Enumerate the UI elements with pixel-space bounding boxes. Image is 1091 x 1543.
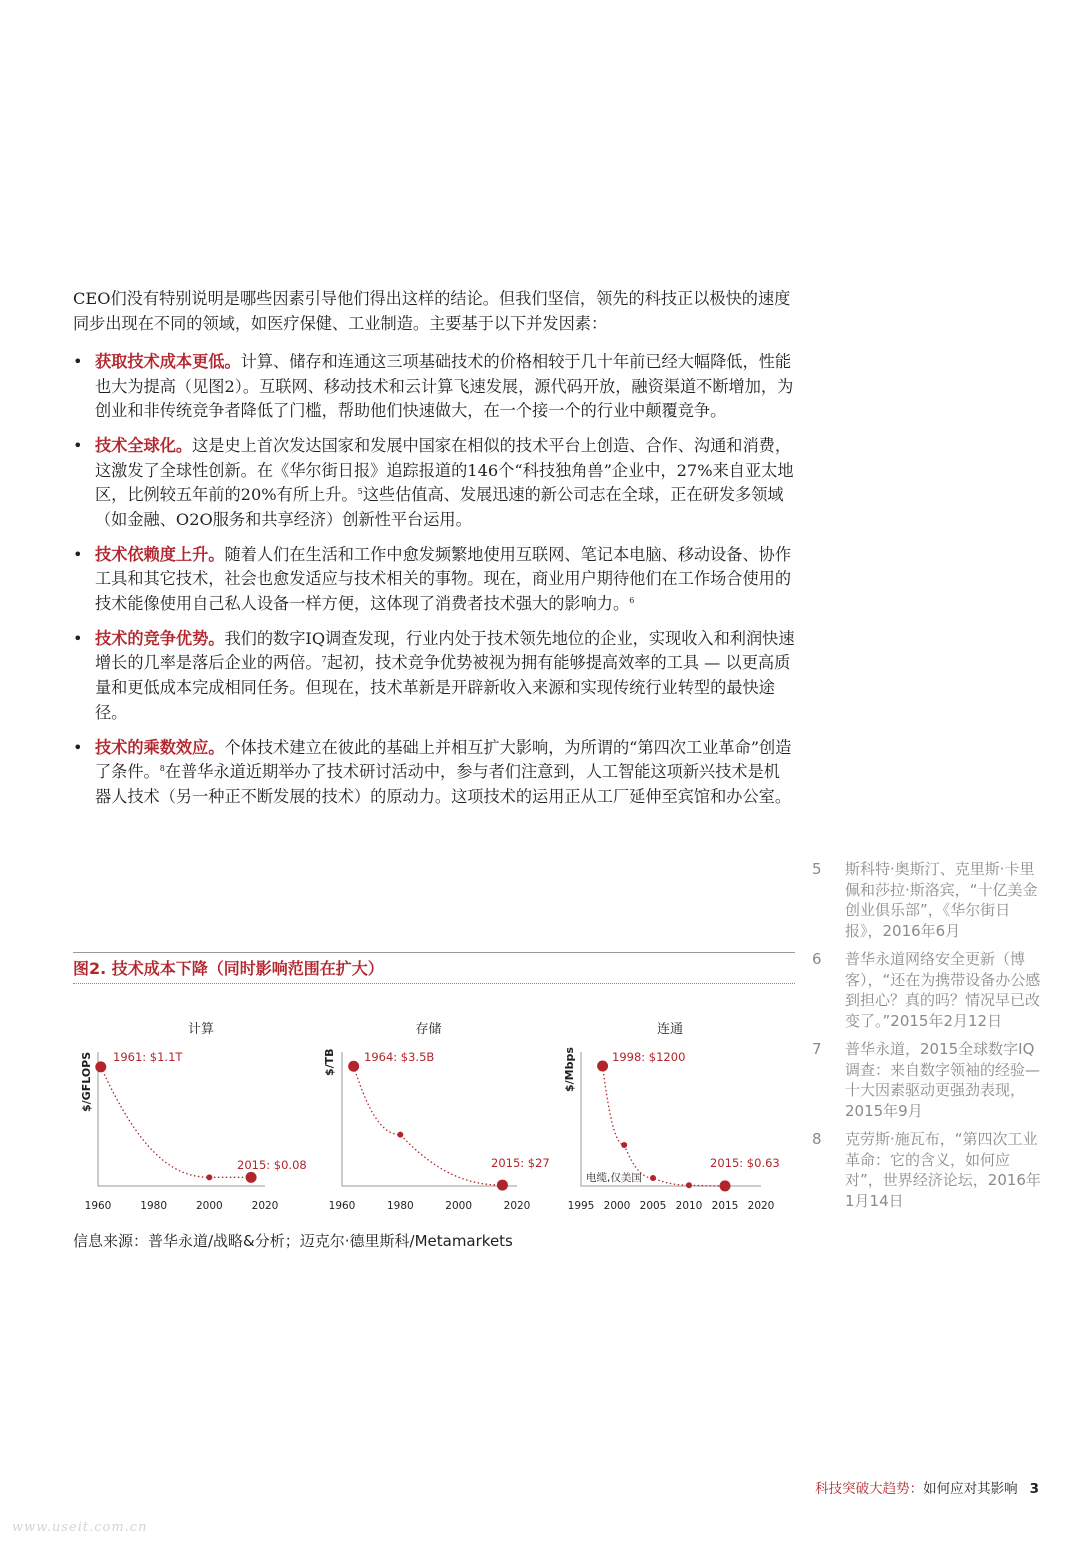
- item-text-continued: 这些估值高、发展迅速的新公司志在全球，正在研发多领域（如金融、O2O服务和共享经济）创新性平台运用。: [95, 485, 784, 529]
- x-tick-label: 2020: [251, 1200, 279, 1212]
- footnote-text: 普华永道，2015全球数字IQ调查：来自数字领袖的经验—十大因素驱动更强劲表现，2015年9月: [845, 1040, 1041, 1120]
- x-tick-label: 2000: [195, 1200, 223, 1212]
- item-text: 随着人们在生活和工作中愈发频繁地使用互联网、笔记本电脑、移动设备、协作工具和其它技术，社会也愈发适应与技术相关的事物。现在，商业用户期待他们在工作场合使用的技术能像使用自己私人设备一样方便，这体现了消费者技术强大的影响力。: [95, 544, 792, 613]
- footnote-number: 6: [812, 950, 822, 968]
- footnote-ref[interactable]: 6: [629, 595, 635, 605]
- list-item: [73, 350, 795, 424]
- chart-connectivity: [559, 1018, 791, 1218]
- footnote: [812, 859, 1044, 941]
- bullet-icon: •: [73, 436, 83, 456]
- x-tick-label: 2000: [445, 1200, 473, 1212]
- data-point: [621, 1142, 627, 1148]
- list-item: [73, 434, 795, 532]
- chart-title: 连通: [656, 1022, 683, 1037]
- x-tick-label: 2015: [711, 1200, 739, 1212]
- x-tick-label: 2020: [747, 1200, 775, 1212]
- end-data-label: 2015: $0.08: [237, 1158, 307, 1172]
- figure-dotted-rule: [73, 983, 795, 984]
- item-text-continued: 在普华永道近期举办了技术研讨活动中，参与者们注意到，人工智能这项新兴技术是机器人技术（另一种正不断发展的技术）的原动力。这项技术的运用正从工厂延伸至宾馆和办公室。: [95, 762, 792, 806]
- item-text: 这是史上首次发达国家和发展中国家在相似的技术平台上创造、合作、沟通和消费，这激发了全球性创新。在《华尔街日报》追踪报道的146个“科技独角兽”企业中，27%来自亚太地区，比例较五年前的20%有所上升。: [95, 436, 794, 505]
- series-line: [603, 1066, 725, 1186]
- y-axis-label: $/GFLOPS: [80, 1051, 93, 1112]
- footnote: [812, 1129, 1044, 1211]
- data-point: [246, 1172, 257, 1183]
- data-point: [497, 1180, 508, 1191]
- data-note: 电缆,仅美国: [586, 1172, 642, 1184]
- item-heading: 技术的乘数效应。: [95, 737, 225, 757]
- footer-subtitle: 如何应对其影响: [923, 1481, 1018, 1497]
- list-item: [73, 736, 795, 810]
- intro-paragraph: CEO们没有特别说明是哪些因素引导他们得出这样的结论。但我们坚信，领先的科技正以极快的速度同步出现在不同的领域，如医疗保健、工业制造。主要基于以下并发因素：: [73, 289, 791, 333]
- data-point: [206, 1174, 212, 1180]
- footnote-text: 斯科特·奥斯汀、克里斯·卡里佩和莎拉·斯洛宾，“十亿美金创业俱乐部”，《华尔街日报》，2016年6月: [845, 860, 1038, 940]
- chart-plot: [75, 1018, 307, 1218]
- series-line: [101, 1067, 251, 1178]
- y-axis-label: $/TB: [323, 1048, 336, 1076]
- y-axis-label: $/Mbps: [563, 1047, 576, 1092]
- list-item: [73, 543, 795, 617]
- x-tick-label: 1980: [386, 1200, 414, 1212]
- footnote-number: 8: [812, 1130, 822, 1148]
- item-heading: 获取技术成本更低。: [95, 352, 241, 371]
- data-point: [650, 1175, 656, 1181]
- series-line: [354, 1066, 503, 1185]
- chart-plot: [321, 1018, 553, 1218]
- data-point: [95, 1061, 106, 1072]
- footnote: [812, 1039, 1044, 1121]
- watermark: www.useit.com.cn: [12, 1520, 148, 1535]
- item-heading: 技术的竞争优势。: [95, 628, 225, 648]
- data-point: [686, 1182, 692, 1188]
- footnote-number: 5: [812, 860, 822, 878]
- item-text: 我们的数字IQ调查发现，行业内处于技术领先地位的企业，实现收入和利润快速增长的几率是落后企业的两倍。: [95, 628, 795, 673]
- data-point: [597, 1061, 608, 1072]
- end-data-label: 2015: $0.63: [710, 1156, 780, 1170]
- footnote-text: 普华永道网络安全更新（博客），“还在为携带设备办公感到担心？真的吗？情况早已改变了。”2015年2月12日: [845, 950, 1041, 1030]
- x-tick-label: 1960: [328, 1200, 356, 1212]
- x-tick-label: 1960: [84, 1200, 112, 1212]
- start-data-label: 1961: $1.1T: [113, 1050, 183, 1064]
- x-tick-label: 1995: [567, 1200, 595, 1212]
- chart-title: 计算: [187, 1022, 214, 1037]
- bullet-icon: •: [73, 544, 83, 564]
- figure-source: 信息来源：普华永道/战略&分析；迈克尔·德里斯科/Metamarkets: [73, 1232, 513, 1250]
- footnote-number: 7: [812, 1040, 822, 1058]
- bullet-icon: •: [73, 352, 83, 371]
- chart-storage: [321, 1018, 553, 1218]
- footnote: [812, 949, 1044, 1031]
- figure-title: 图2. 技术成本下降（同时影响范围在扩大）: [73, 959, 384, 978]
- x-tick-label: 2000: [603, 1200, 631, 1212]
- footnote-ref[interactable]: 5: [357, 487, 363, 497]
- x-tick-label: 2010: [675, 1200, 703, 1212]
- item-text-continued: 起初，技术竞争优势被视为拥有能够提高效率的工具 — 以更高质量和更低成本完成相同任务。但现在，技术革新是开辟新收入来源和实现传统行业转型的最快途径。: [95, 653, 791, 722]
- chart-compute: [75, 1018, 307, 1218]
- x-tick-label: 2020: [503, 1200, 531, 1212]
- factor-list: [73, 350, 795, 820]
- item-text: 计算、储存和连通这三项基础技术的价格相较于几十年前已经大幅降低，性能也大为提高（见图2）。互联网、移动技术和云计算飞速发展，源代码开放，融资渠道不断增加，为创业和非传统竞争者降低了门槛，帮助他们快速做大，在一个接一个的行业中颠覆竞争。: [95, 352, 794, 421]
- item-heading: 技术依赖度上升。: [95, 544, 225, 564]
- footnote-ref[interactable]: 7: [321, 655, 327, 665]
- page-footer: [815, 1477, 1039, 1497]
- start-data-label: 1998: $1200: [612, 1050, 686, 1064]
- bullet-icon: •: [73, 628, 83, 648]
- chart-plot: [559, 1018, 791, 1218]
- page-number: 3: [1029, 1481, 1039, 1497]
- x-tick-label: 2005: [639, 1200, 667, 1212]
- data-point: [397, 1132, 403, 1138]
- footer-title: 科技突破大趋势：: [815, 1481, 924, 1497]
- data-point: [720, 1180, 731, 1191]
- chart-title: 存储: [415, 1022, 442, 1037]
- footnotes: [812, 859, 1044, 1219]
- data-point: [348, 1061, 359, 1072]
- item-heading: 技术全球化。: [95, 436, 193, 456]
- footnote-ref[interactable]: 8: [159, 764, 165, 774]
- x-tick-label: 1980: [140, 1200, 168, 1212]
- item-text: 个体技术建立在彼此的基础上并相互扩大影响，为所谓的“第四次工业革命”创造了条件。: [95, 737, 792, 782]
- start-data-label: 1964: $3.5B: [364, 1050, 435, 1064]
- bullet-icon: •: [73, 737, 83, 757]
- list-item: [73, 627, 795, 725]
- end-data-label: 2015: $27: [491, 1156, 550, 1170]
- footnote-text: 克劳斯·施瓦布，“第四次工业革命：它的含义，如何应对”，世界经济论坛，2016年1月14日: [845, 1130, 1041, 1210]
- figure-top-rule: [73, 952, 795, 953]
